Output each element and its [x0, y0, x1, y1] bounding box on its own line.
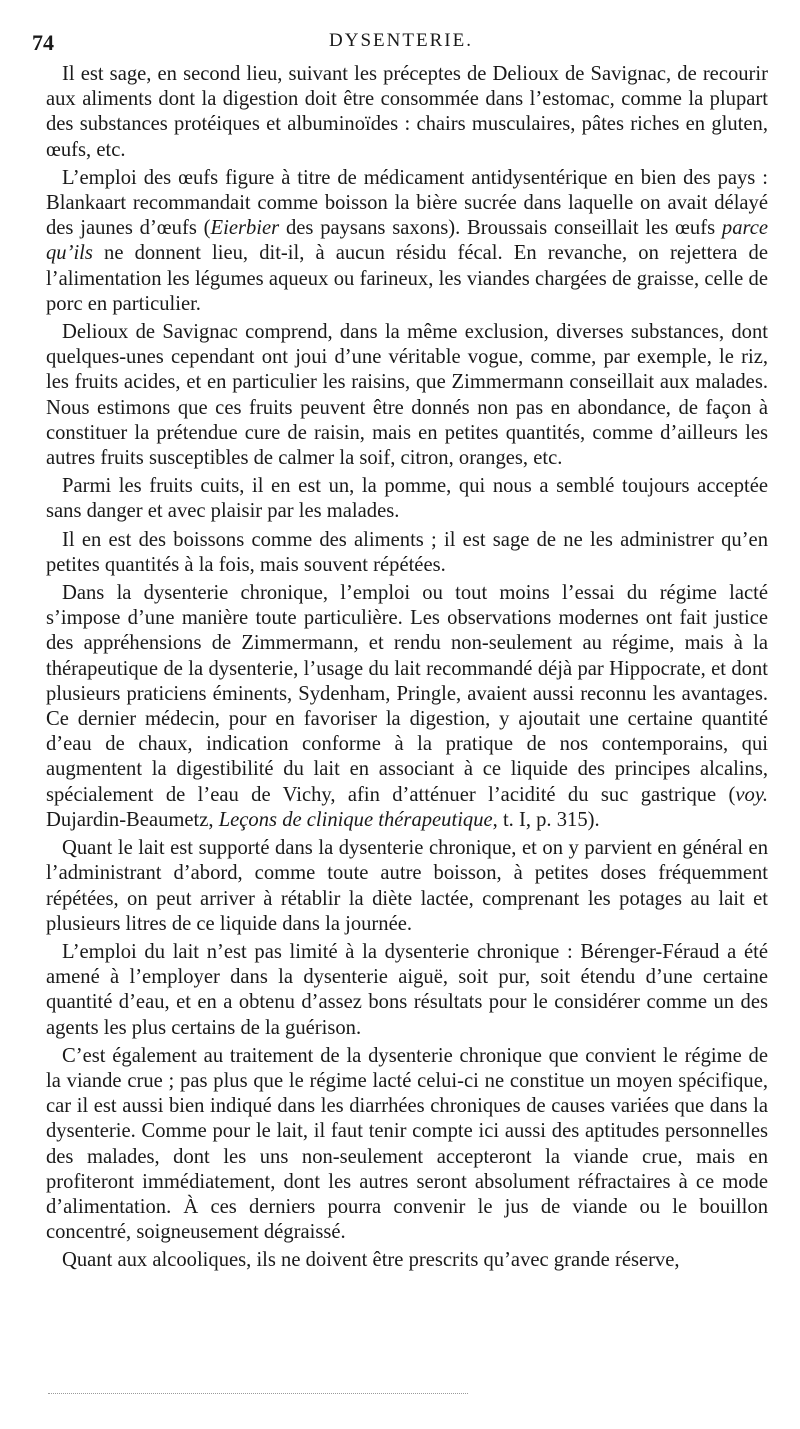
text-run: des paysans saxons). Broussais conseillait les œufs: [279, 217, 722, 240]
text-run: , t. I, p. 315).: [492, 808, 600, 831]
text-run: L’emploi des œufs figure à titre de médicament antidysentérique en bien des pays : Blankaart recommandait comme boisson la bière sucrée dans laquelle on avait délayé des jaunes d’œufs (: [46, 166, 768, 240]
body-text: [46, 62, 768, 1277]
paragraph-4: [46, 474, 768, 524]
text-run: Quant le lait est supporté dans la dysenterie chronique, et on y parvient en général en l’administrant d’abord, comme toute autre boisson, à petites doses fréquemment répétées, on peut arriver à rétablir la diète lactée, comprenant les potages au lait et plusieurs litres de ce liquide dans la journée.: [46, 837, 768, 935]
paragraph-8: [46, 940, 768, 1041]
text-run: Dujardin-Beaumetz,: [46, 808, 219, 831]
text-run: Il est sage, en second lieu, suivant les préceptes de Delioux de Savignac, de recourir aux aliments dont la digestion doit être consommée dans l’estomac, comme la plupart des substances protéiques et albuminoïdes : chairs musculaires, pâtes riches en gluten, œufs, etc.: [46, 63, 768, 161]
italic-run: parce qu’ils: [46, 217, 769, 265]
running-header: [32, 30, 770, 58]
text-run: ne donnent lieu, dit-il, à aucun résidu fécal. En revanche, on rejettera de l’alimentation les légumes aqueux ou farineux, les viandes chargées de graisse, celle de porc en particulier.: [46, 242, 768, 315]
italic-run: Eierbier: [210, 217, 280, 240]
footer-rule: [48, 1393, 468, 1394]
italic-run: voy.: [735, 783, 768, 806]
page-number: 74: [32, 30, 54, 55]
text-run: C’est également au traitement de la dysenterie chronique que convient le régime de la viande crue ; pas plus que le régime lacté celui-ci ne constitue un moyen spécifique, car il est aussi bien indiqué dans les diarrhées chroniques de causes variées que dans la dysenterie. Comme pour le lait, il faut tenir compte ici aussi des aptitudes personnelles des malades, dont les uns non-seulement accepteront la viande crue, mais en profiteront immédiatement, dont les autres seront absolument réfractaires à ce mode d’alimentation. À ces derniers pourra convenir le jus de viande ou le bouillon concentré, soigneusement dégraissé.: [46, 1044, 768, 1244]
italic-run: Leçons de clinique thérapeutique: [218, 808, 493, 831]
paragraph-1: [46, 62, 768, 163]
text-run: Dans la dysenterie chronique, l’emploi ou tout moins l’essai du régime lacté s’impose d’une manière toute particulière. Les observations modernes ont fait justice des appréhensions de Zimmermann, et rendu non-seulement au régime, mais à la thérapeutique de la dysenterie, l’usage du lait recommandé déjà par Hippocrate, et dont plusieurs praticiens éminents, Sydenham, Pringle, avaient aussi reconnu les avantages. Ce dernier médecin, pour en favoriser la digestion, y ajoutait une certaine quantité d’eau de chaux, indication conforme à la pratique de nos contemporains, qui augmentent la digestibilité du lait en associant à ce liquide des principes alcalins, spécialement de l’eau de Vichy, afin d’atténuer l’acidité du suc gastrique (: [46, 582, 768, 806]
paragraph-6: [46, 581, 768, 833]
text-run: Parmi les fruits cuits, il en est un, la pomme, qui nous a semblé toujours acceptée sans danger et avec plaisir par les malades.: [46, 475, 768, 523]
text-run: Delioux de Savignac comprend, dans la même exclusion, diverses substances, dont quelques-unes cependant ont joui d’une véritable vogue, comme, par exemple, le riz, les fruits acides, et en particulier les raisins, que Zimmermann conseillait aux malades. Nous estimons que ces fruits peuvent être donnés non pas en abondance, de façon à constituer la prétendue cure de raisin, mais en petites quantités, comme d’ailleurs les autres fruits susceptibles de calmer la soif, citron, oranges, etc.: [46, 321, 768, 470]
text-run: Il en est des boissons comme des aliments ; il est sage de ne les administrer qu’en petites quantités à la fois, mais souvent répétées.: [46, 528, 768, 576]
paragraph-3: [46, 320, 768, 471]
paragraph-2: [46, 166, 768, 317]
paragraph-7: [46, 836, 768, 937]
running-title: DYSENTERIE.: [329, 30, 473, 51]
paragraph-10: [46, 1248, 768, 1273]
text-run: Quant aux alcooliques, ils ne doivent être prescrits qu’avec grande réserve,: [62, 1249, 680, 1272]
text-run: L’emploi du lait n’est pas limité à la dysenterie chronique : Bérenger-Féraud a été amené à l’employer dans la dysenterie aiguë, soit pur, soit étendu d’une certaine quantité d’eau, et en a obtenu d’assez bons résultats pour le considérer comme un des agents les plus certains de la guérison.: [46, 940, 768, 1039]
paragraph-9: [46, 1044, 768, 1246]
paragraph-5: [46, 528, 768, 578]
